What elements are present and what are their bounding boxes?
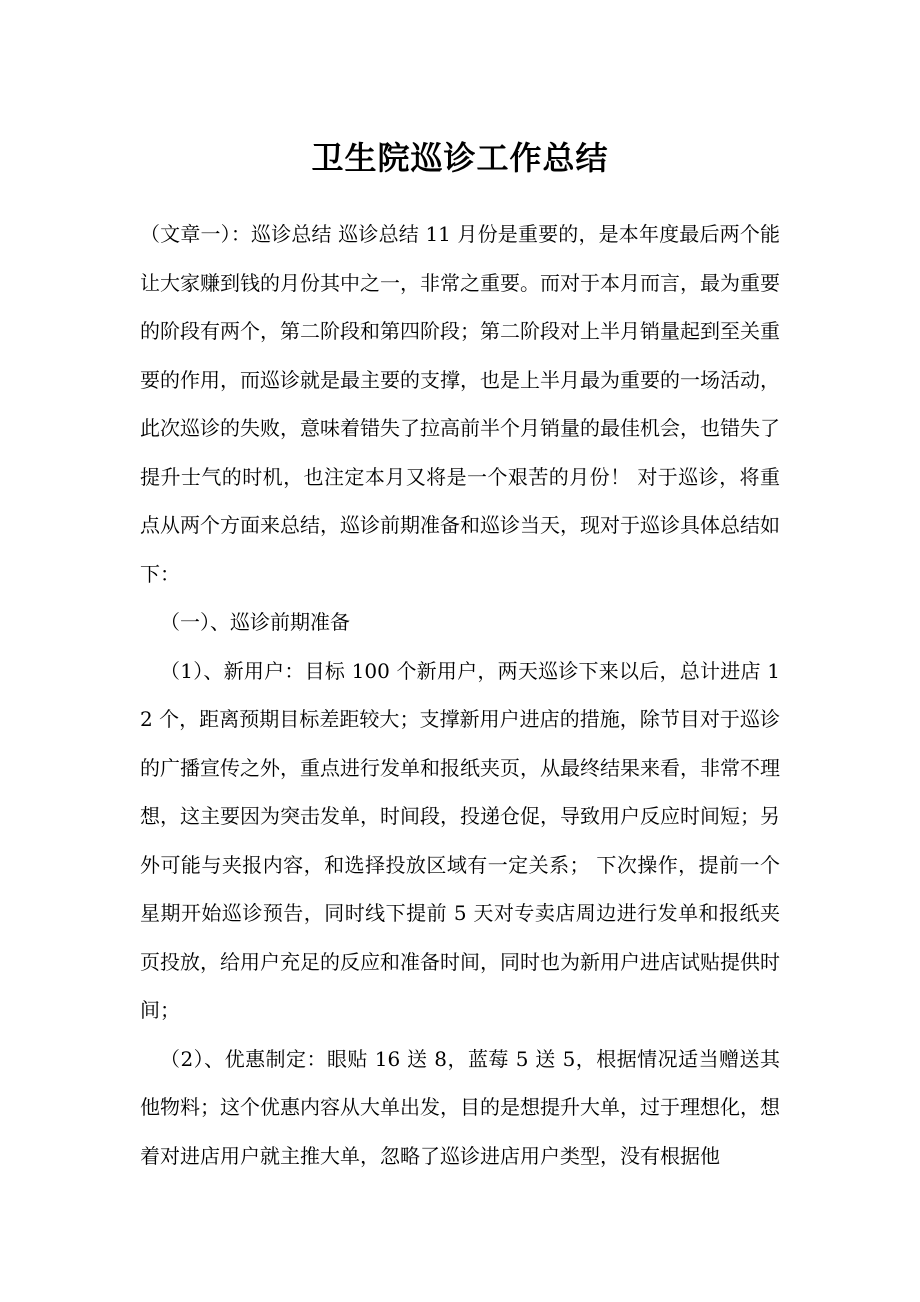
section-heading-preparation: （一）、巡诊前期准备: [160, 610, 350, 634]
paragraph-promotion: （2）、优惠制定：眼贴 16 送 8，蓝莓 5 送 5，根据情况适当赠送其他物料；这个优惠内容从大单出发，目的是想提升大单，过于理想化，想着对进店用户就主推大单，忽略了巡诊进店用户类型，没有根据他: [140, 1046, 780, 1168]
document-title: 卫生院巡诊工作总结: [311, 139, 609, 178]
paragraph-new-users: （1）、新用户：目标 100 个新用户，两天巡诊下来以后，总计进店 12 个，距离预期目标差距较大；支撑新用户进店的措施，除节目对于巡诊的广播宣传之外，重点进行发单和报纸夹页，从最终结果来看，非常不理想，这主要因为突击发单，时间段，投递仓促，导致用户反应时间短；另外可能与夹报内容，和选择投放区域有一定关系； 下次操作，提前一个星期开始巡诊预告，同时线下提前 5 天对专卖店周边进行发单和报纸夹页投放，给用户充足的反应和准备时间，同时也为新用户进店试贴提供时间；: [140, 658, 780, 1022]
document-body: [140, 210, 780, 1180]
paragraph-intro: （文章一）：巡诊总结 巡诊总结 11 月份是重要的，是本年度最后两个能让大家赚到钱的月份其中之一，非常之重要。而对于本月而言，最为重要的阶段有两个，第二阶段和第四阶段；第二阶段对上半月销量起到至关重要的作用，而巡诊就是最主要的支撑，也是上半月最为重要的一场活动，此次巡诊的失败，意味着错失了拉高前半个月销量的最佳机会，也错失了提升士气的时机，也注定本月又将是一个艰苦的月份！ 对于巡诊，将重点从两个方面来总结，巡诊前期准备和巡诊当天，现对于巡诊具体总结如下：: [140, 222, 780, 586]
